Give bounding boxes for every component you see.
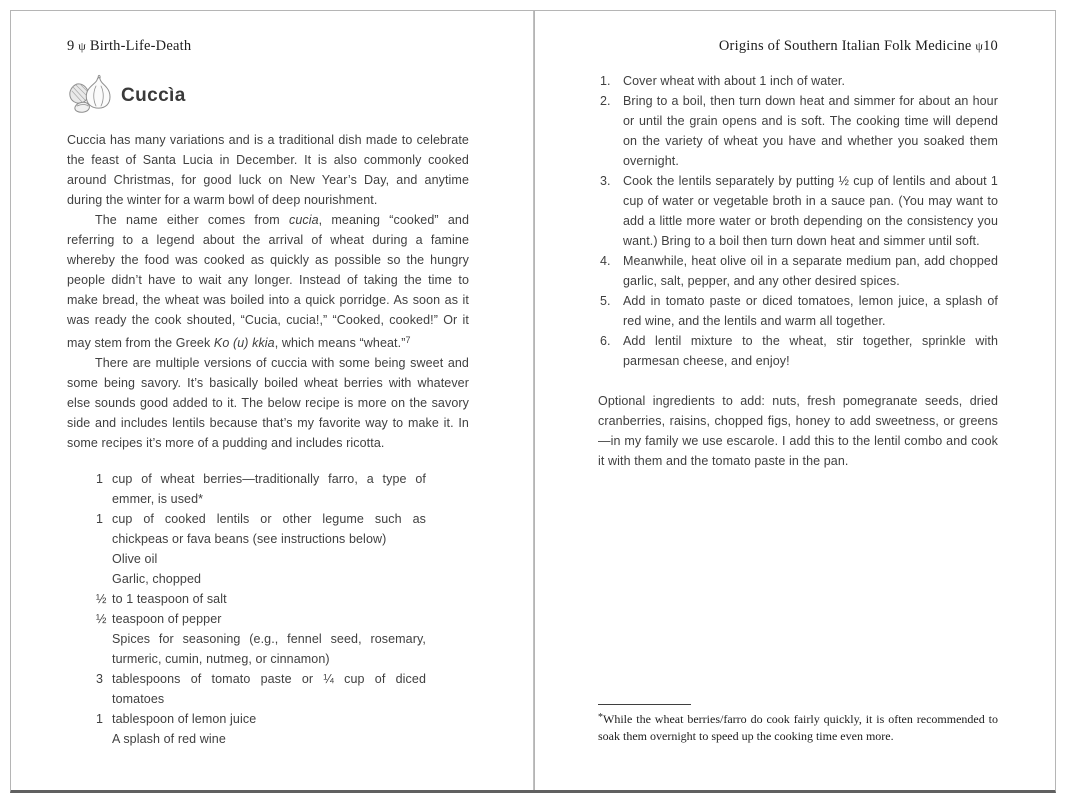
paragraph-etymology [67, 210, 469, 353]
ingredient-row [96, 509, 426, 549]
text-segment: The name either comes from [95, 213, 289, 227]
ingredient-row [96, 669, 426, 709]
ingredient-list [96, 469, 426, 749]
ingredient-qty: 3 [96, 672, 103, 686]
recipe-title: Cuccìa [121, 85, 186, 106]
ingredient-row [96, 569, 426, 589]
ingredient-qty: ½ [96, 592, 107, 606]
ingredient-text: Olive oil [112, 552, 158, 566]
ingredient-row [96, 549, 426, 569]
paragraph-versions: There are multiple versions of cuccia with some being sweet and some being savory. It’s basically boiled wheat berries with whatever else sounds good added to it. The below recipe is more on the savory side and includes lentils because that’s my favorite way to make it. In some recipes it’s more of a pudding and includes ricotta. [67, 356, 469, 450]
footnote-text: While the wheat berries/farro do cook fairly quickly, it is often recommended to soak them overnight to speed up the cooking time even more. [598, 712, 998, 743]
ingredient-row [96, 609, 426, 629]
right-running-head [598, 38, 998, 55]
step-row [598, 331, 998, 371]
text-segment: , meaning “cooked” and referring to a legend about the arrival of wheat during a famine whereby the food was cooked as quickly as possible so the hungry people didn’t have to wait any longer. Instead of taking the time to make bread, the wheat was boiled into a quick porridge. As soon as it was ready the cook shouted, “Cucia, cucia!,” “Cooked, cooked!” Or it may stem from the Greek [67, 213, 469, 350]
footnote-rule [598, 704, 691, 705]
left-page-number: 9 [67, 38, 75, 54]
step-text: Add in tomato paste or diced tomatoes, lemon juice, a splash of red wine, and the lentils and warm all together. [623, 294, 998, 328]
step-row [598, 91, 998, 171]
step-row [598, 291, 998, 331]
step-text: Meanwhile, heat olive oil in a separate medium pan, add chopped garlic, salt, pepper, and any other desired spices. [623, 254, 998, 288]
header-ornament-icon: ψ [975, 39, 984, 53]
garlic-icon [67, 73, 113, 120]
ingredient-text: to 1 teaspoon of salt [112, 592, 227, 606]
ingredient-text: cup of cooked lentils or other legume such as chickpeas or fava beans (see instructions below) [112, 512, 426, 546]
ingredient-text: cup of wheat berries—traditionally farro, a type of emmer, is used* [112, 472, 426, 506]
step-number: 2. [600, 94, 611, 108]
ingredient-qty [96, 729, 112, 749]
paragraph-intro: Cuccia has many variations and is a traditional dish made to celebrate the feast of Santa Lucia in December. It is also commonly cooked around Christmas, for good luck on New Year’s Day, and anytime during the winter for a warm bowl of deep nourishment. [67, 133, 469, 207]
recipe-heading [67, 73, 469, 119]
ingredient-qty: 1 [96, 472, 103, 486]
step-row [598, 71, 998, 91]
ingredient-row [96, 629, 426, 669]
step-number: 4. [600, 254, 611, 268]
ingredient-text: Spices for seasoning (e.g., fennel seed, rosemary, turmeric, cumin, nutmeg, or cinnamon) [112, 632, 426, 666]
ingredient-text: A splash of red wine [112, 732, 226, 746]
ingredient-row [96, 729, 426, 749]
ingredient-qty [96, 629, 112, 669]
step-number: 5. [600, 294, 611, 308]
ingredient-qty: ½ [96, 612, 107, 626]
header-ornament-icon: ψ [78, 39, 86, 53]
footnote-marker: * [598, 712, 603, 723]
text-segment: , which means “wheat.” [274, 336, 406, 350]
footnote-ref: 7 [405, 335, 411, 345]
step-number: 6. [600, 334, 611, 348]
ingredient-text: tablespoon of lemon juice [112, 712, 257, 726]
step-row [598, 251, 998, 291]
left-page [11, 11, 533, 790]
ingredient-row [96, 469, 426, 509]
step-text: Cook the lentils separately by putting ½ cup of lentils and about 1 cup of water or vegetable broth in a sauce pan. (You may want to add a little more water or broth depending on the consistency you want.) Bring to a boil then turn down heat and simmer until soft. [623, 174, 998, 248]
step-number: 3. [600, 174, 611, 188]
ingredient-qty [96, 549, 112, 569]
step-text: Add lentil mixture to the wheat, stir together, sprinkle with parmesan cheese, and enjoy! [623, 334, 998, 368]
ingredient-text: Garlic, chopped [112, 572, 202, 586]
ingredient-qty [96, 569, 112, 589]
step-text: Bring to a boil, then turn down heat and simmer for about an hour or until the grain opens and is soft. The cooking time will depend on the variety of wheat you have and whether you soaked them overnight. [623, 94, 998, 168]
ingredient-qty: 1 [96, 712, 103, 726]
book-spread [10, 10, 1056, 793]
right-page [535, 11, 1055, 790]
ingredient-row [96, 709, 426, 729]
chapter-title: Origins of Southern Italian Folk Medicine [718, 38, 972, 54]
ingredient-row [96, 589, 426, 609]
footnote [598, 704, 998, 744]
optional-ingredients-note: Optional ingredients to add: nuts, fresh pomegranate seeds, dried cranberries, raisins, chopped figs, honey to add sweetness, or greens—in my family we use escarole. I add this to the lentil combo and cook it with them and the tomato paste in the pan. [598, 394, 998, 468]
italic-term: cucia [288, 213, 319, 227]
step-number: 1. [600, 74, 611, 88]
italic-term: Ko (u) kkia [213, 336, 275, 350]
step-list [598, 71, 998, 371]
ingredient-qty: 1 [96, 512, 103, 526]
chapter-title: Birth-Life-Death [89, 38, 192, 54]
ingredient-text: tablespoons of tomato paste or ¼ cup of diced tomatoes [112, 672, 426, 706]
step-text: Cover wheat with about 1 inch of water. [623, 74, 846, 88]
step-row [598, 171, 998, 251]
ingredient-text: teaspoon of pepper [112, 612, 222, 626]
right-page-number: 10 [983, 38, 998, 54]
left-running-head [67, 38, 469, 55]
